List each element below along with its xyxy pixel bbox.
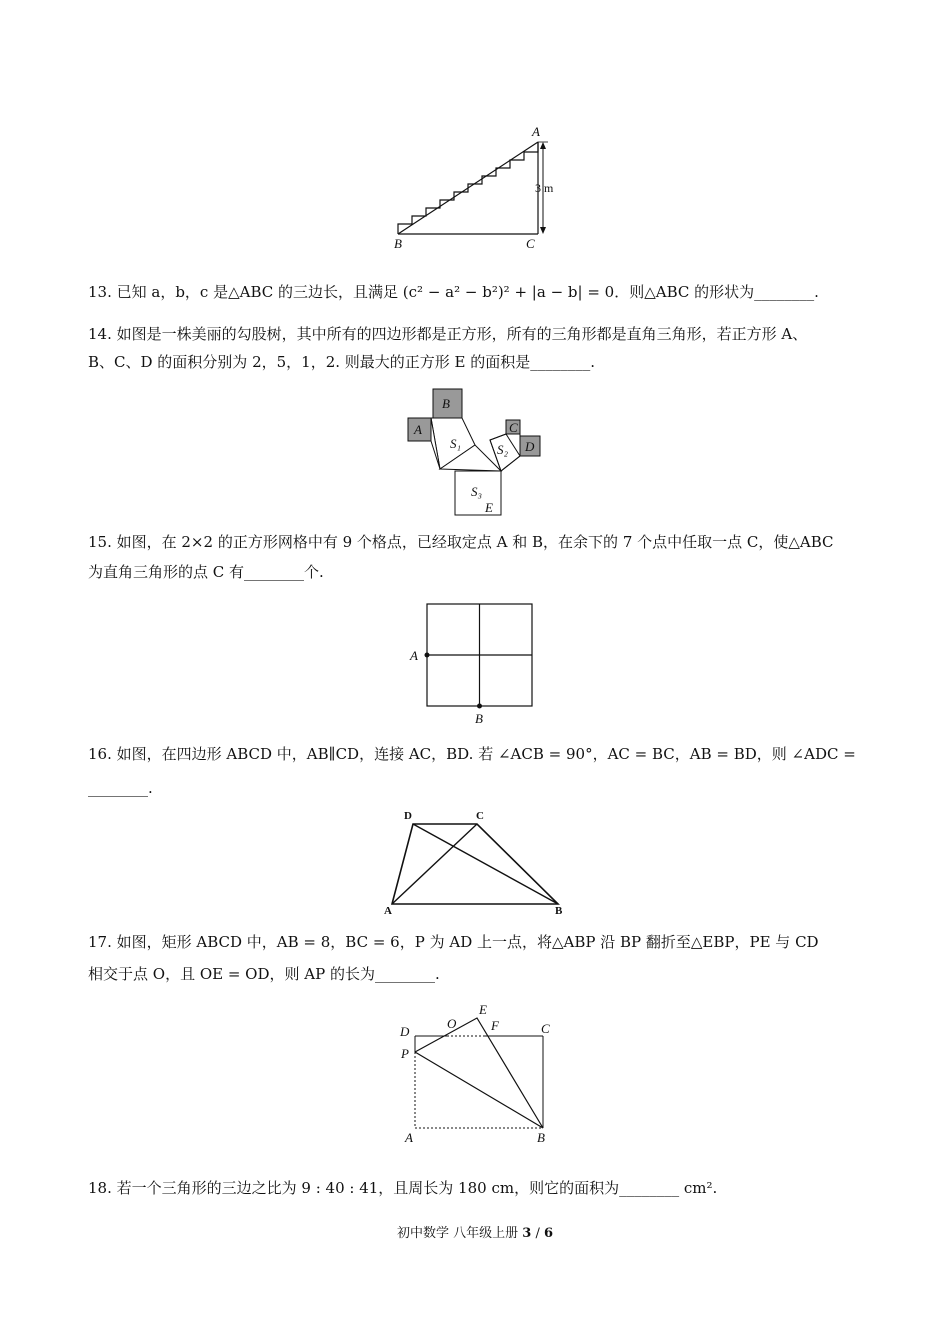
stairs-figure — [390, 120, 560, 255]
question-17-line1: 17. 如图，矩形 ABCD 中，AB = 8，BC = 6，P 为 AD 上一点，将△ABP 沿 BP 翻折至△EBP，PE 与 CD — [88, 933, 819, 951]
rect-label-c: C — [541, 1021, 550, 1036]
trap-label-d: D — [404, 810, 412, 822]
footer-page: 3 — [522, 1226, 532, 1241]
rect-label-f: F — [491, 1018, 499, 1033]
question-15-line1: 15. 如图，在 2×2 的正方形网格中有 9 个格点，已经取定点 A 和 B，在余下的 7 个点中任取一点 C，使△ABC — [88, 533, 834, 551]
footer-sep: / — [535, 1226, 540, 1241]
rect-label-p: P — [401, 1046, 409, 1061]
stairs-label-c: C — [526, 236, 535, 251]
tree-s2: S₂ — [497, 442, 509, 457]
question-18: 18. 若一个三角形的三边之比为 9 : 40 : 41，且周长为 180 cm，则它的面积为________ cm². — [88, 1179, 718, 1197]
question-13: 13. 已知 a，b，c 是△ABC 的三边长，且满足 (c² − a² − b²)² + |a − b| = 0．则△ABC 的形状为________. — [88, 283, 819, 301]
trap-label-b: B — [555, 905, 563, 917]
trap-label-c: C — [476, 810, 484, 822]
question-14-line2: B、C、D 的面积分别为 2，5，1，2. 则最大的正方形 E 的面积是________. — [88, 353, 596, 371]
tree-square-d: D — [525, 439, 535, 454]
tree-square-a: A — [414, 422, 422, 437]
trap-label-a: A — [384, 905, 392, 917]
stairs-height-label: 3 m — [535, 181, 554, 195]
question-16-line2: ________. — [88, 779, 153, 797]
question-16-line1: 16. 如图，在四边形 ABCD 中，AB∥CD，连接 AC，BD. 若 ∠ACB = 90°，AC = BC，AB = BD，则 ∠ADC = — [88, 745, 856, 763]
question-14-line1: 14. 如图是一株美丽的勾股树，其中所有的四边形都是正方形，所有的三角形都是直角三角形，若正方形 A、 — [88, 325, 808, 343]
folded-rectangle-figure — [395, 1000, 560, 1146]
trapezoid-figure — [380, 806, 570, 918]
grid-label-b: B — [475, 711, 483, 726]
footer-total: 6 — [543, 1226, 554, 1241]
question-17-line2: 相交于点 O，且 OE = OD，则 AP 的长为________. — [88, 965, 440, 983]
grid-figure — [405, 598, 540, 728]
page-footer — [0, 1222, 950, 1241]
grid-label-a: A — [410, 648, 418, 663]
tree-s1: S₁ — [450, 436, 462, 451]
rect-label-e: E — [479, 1002, 487, 1017]
stairs-label-a: A — [532, 124, 540, 139]
tree-square-b: B — [442, 396, 450, 411]
tree-square-e: E — [485, 500, 493, 515]
stairs-label-b: B — [394, 236, 402, 251]
pythagoras-tree-figure — [405, 386, 545, 518]
rect-label-o: O — [447, 1016, 457, 1031]
rect-label-a: A — [405, 1130, 413, 1145]
rect-label-d: D — [400, 1024, 410, 1039]
tree-s3: S₃ — [471, 484, 483, 499]
question-15-line2: 为直角三角形的点 C 有________个. — [88, 563, 324, 581]
rect-label-b: B — [537, 1130, 545, 1145]
footer-subject: 初中数学 八年级上册 — [396, 1226, 519, 1241]
tree-square-c: C — [509, 420, 518, 435]
